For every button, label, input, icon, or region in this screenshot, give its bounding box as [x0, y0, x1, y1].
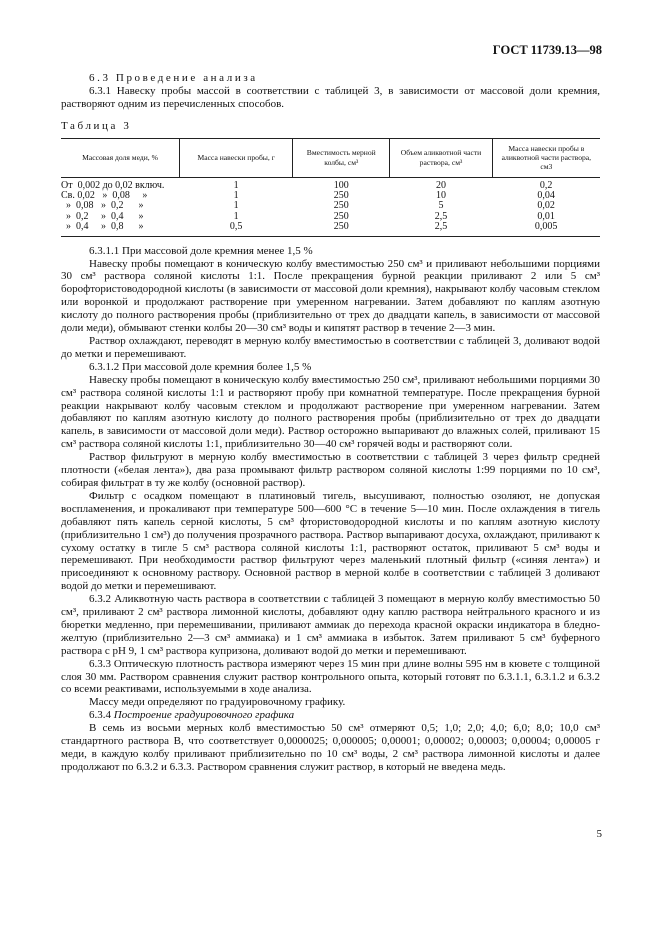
table-cell: 1 — [233, 210, 239, 222]
table-row — [61, 222, 600, 236]
table-cell: 0,5 — [180, 222, 293, 236]
paragraph: Фильтр с осадком помещают в платиновый тигель, высушивают, полностью озоляют, не допуская воспламенения, и прокаливают при температуре 500—600 °С в течение 5—10 мин. После охлаждения в тигель добавляют пять капель серной кислоты, 5 см³ фтористоводородной кислоты и по каплям азотную кислоту (приблизительно 1 см³) до получения прозрачного раствора. Раствор выпаривают досуха, охлаждают, приливают к сухому остатку в тигле 5 см³ раствора соляной кислоты 1:1, растворяют остаток, приливают 5 см³ воды и перемешивают. При необходимости раствор фильтруют через маленький плотный фильтр («синяя лента») и присоединяют к основному раствору. Основной раствор в мерной колбе в соответствии с таблицей 3 доливают водой до метки и перемешивают. — [61, 489, 600, 593]
table-cell: 0,04 — [537, 190, 555, 202]
subsection-title: Построение градуировочного графика — [113, 709, 295, 722]
paragraph: Раствор охлаждают, переводят в мерную колбу вместимостью в соответствии с таблицей 3, доливают водой до метки и перемешивают. — [61, 335, 600, 360]
table-cell: » 0,4 » 0,8 » — [61, 222, 180, 236]
subsection-heading-6-3-4 — [61, 709, 600, 722]
table-cell: 1 — [233, 190, 239, 202]
subsection-heading-6-3-1-2: 6.3.1.2 При массовой доле кремния более 1,5 % — [89, 360, 312, 373]
paragraph-6-3-4: В семь из восьми мерных колб вместимостью 50 см³ отмеряют 0,5; 1,0; 2,0; 4,0; 6,0; 8,0; 10,0 см³ стандартного раствора В, что соответствует 0,0000025; 0,000005; 0,00001; 0,00002; 0,00003; 0,00004; 0,00005 г меди, в каждую колбу приливают приблизительно по 10 см³ воды, 2 см³ раствора лимонной кислоты и далее продолжают по 6.3.2 и 6.3.3. Раствором сравнения служит раствор, в который не введена медь. — [61, 722, 600, 773]
table-cell: 250 — [333, 200, 349, 212]
paragraph-6-3-2: 6.3.2 Аликвотную часть раствора в соответствии с таблицей 3 помещают в мерную колбу вместимостью 50 см³, приливают 2 см³ раствора лимонной кислоты, добавляют одну каплю раствора нейтрального красного и из бюретки медленно, при перемешивании, приливают аммиак до перехода красной окраски индикатора в бледно-желтую (приблизительно 2—3 см³ аммиака) и 1 см³ аммиака в избыток. Затем приливают 5 см³ буферного раствора с рН 9, 1 см³ раствора купризона, доливают водой до метки и перемешивают. — [61, 593, 600, 657]
subsection-heading-6-3-1-1: 6.3.1.1 При массовой доле кремния менее 1,5 % — [89, 244, 313, 257]
table-cell: 250 — [293, 222, 390, 236]
paragraph: Раствор фильтруют в мерную колбу вместимостью в соответствии с таблицей 3 через фильтр средней плотности («белая лента»), два раза промывают фильтр раствором соляной кислоты 1:99 порциями по 10 см³, собирая фильтрат в ту же колбу (основной раствор). — [61, 451, 600, 489]
table-cell: » 0,08 » 0,2 » — [61, 200, 144, 212]
table-caption: Таблица 3 — [61, 119, 132, 132]
table-cell: 0,01 — [537, 210, 555, 222]
table-cell: 0,02 — [537, 200, 555, 212]
table-cell: 5 — [438, 200, 444, 212]
paragraph-6-3-3: 6.3.3 Оптическую плотность раствора измеряют через 15 мин при длине волны 595 нм в кювете с толщиной слоя 30 мм. Раствором сравнения служит раствор контрольного опыта, который готовят по 6.3.1.1, 6.3.1.2 и 6.3.2 со всеми реактивами, используемыми в ходе анализа. — [61, 657, 600, 696]
table-cell: 0,005 — [492, 222, 600, 236]
document-body — [61, 72, 600, 774]
table-cell: 10 — [435, 190, 446, 202]
table-header-cell: Массовая доля меди, % — [61, 138, 180, 177]
table-cell: 250 — [333, 190, 349, 202]
table-3 — [61, 138, 600, 237]
table-header-cell: Масса навески пробы в аликвотной части раствора, см3 — [492, 138, 600, 177]
paragraph: Навеску пробы помещают в коническую колбу вместимостью 250 см³ и приливают небольшими порциями 30 см³ раствора соляной кислоты 1:1. После прекращения бурной реакции приливают 2 или 5 см³ борофтористоводородной кислоты (в зависимости от массовой доли кремния), накрывают колбу часовым стеклом или воронкой и продолжают растворение при умеренном нагревании. Затем добавляют по каплям азотную кислоту до полного растворения пробы (приблизительно от трех до двадцати капель, в зависимости от массовой доли меди), обмывают стенки колбы 20—30 см³ воды и кипятят раствор в течение 2—3 мин. — [61, 257, 600, 335]
table-row — [61, 177, 600, 191]
paragraph: Массу меди определяют по градуировочному графику. — [89, 696, 346, 709]
table-header-row — [61, 138, 600, 177]
paragraph: Навеску пробы помещают в коническую колбу вместимостью 250 см³, приливают небольшими порциями 30 см³ раствора соляной кислоты 1:1 и растворяют пробу при комнатной температуре. После прекращения бурной реакции накрывают колбу часовым стеклом и продолжают растворение при умеренном нагревании. Затем добавляют по каплям азотную кислоту до полного растворения пробы (приблизительно от трех до двадцати капель, в зависимости от массовой доли меди). Раствор осторожно выпаривают до влажных солей, приливают 15 см³ раствора соляной кислоты 1:1, приблизительно 30—40 см³ горячей воды и растворяют соли. — [61, 373, 600, 451]
table-header-cell: Масса навески пробы, г — [180, 138, 293, 177]
table-header-cell: Объем аликвотной части раствора, см³ — [390, 138, 492, 177]
table-cell: 2,5 — [390, 222, 492, 236]
table-header-cell: Вместимость мерной колбы, см³ — [293, 138, 390, 177]
table-cell: 0,2 — [539, 179, 553, 191]
subsection-number: 6.3.4 — [89, 709, 111, 722]
table-cell: 2,5 — [434, 210, 448, 222]
table-cell: От 0,002 до 0,02 включ. — [61, 179, 165, 191]
table-cell: 100 — [333, 179, 349, 191]
table-cell: 1 — [233, 179, 239, 191]
page-number: 5 — [596, 828, 602, 840]
table-cell: » 0,2 » 0,4 » — [61, 210, 144, 222]
table-cell: 20 — [435, 179, 446, 191]
table-cell: 1 — [233, 200, 239, 212]
document-header: ГОСТ 11739.13—98 — [492, 43, 602, 57]
section-heading: 6.3 Проведение анализа — [89, 72, 258, 84]
table-cell: Св. 0,02 » 0,08 » — [61, 190, 148, 202]
table-cell: 250 — [333, 210, 349, 222]
paragraph-6-3-1: 6.3.1 Навеску пробы массой в соответствии с таблицей 3, в зависимости от массовой доли кремния, растворяют одним из перечисленных способов. — [61, 84, 600, 110]
